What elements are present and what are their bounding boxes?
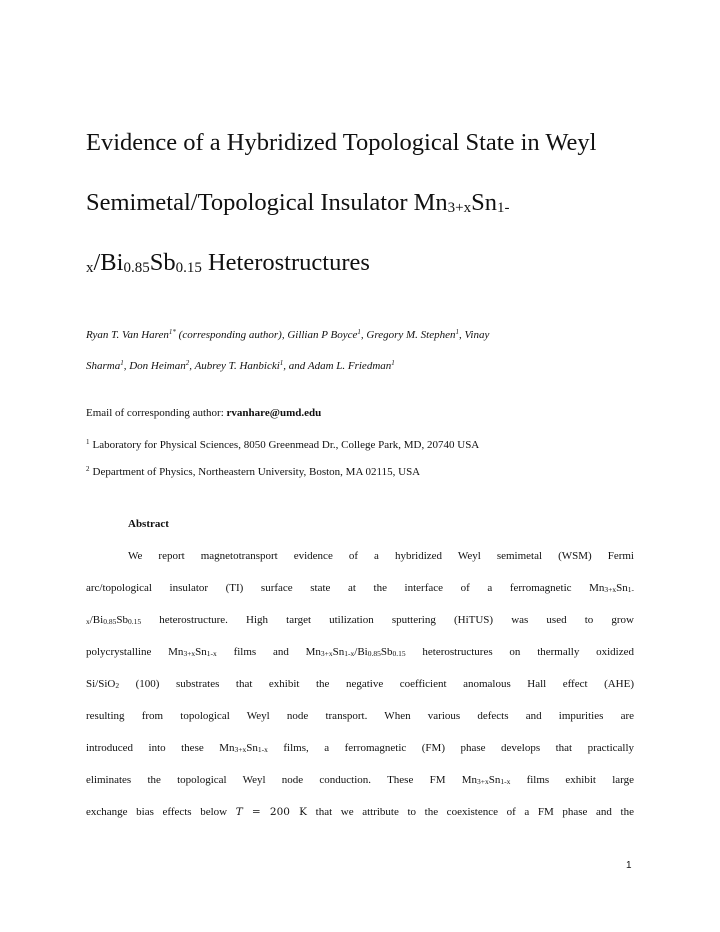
abstract-line: arc/topological insulator (TI) surface state at the interface of a ferromagnetic $Mn_{3+x}Sn_{1-}$ [86, 582, 634, 594]
abstract-heading: Abstract [128, 518, 169, 530]
title-line-3: $_x/Bi_{0.85}Sb_{0.15}$ Heterostructures [86, 249, 370, 276]
title-line-1: Evidence of a Hybridized Topological State in Weyl [86, 129, 597, 156]
affiliation-1: $^1$ Laboratory for Physical Sciences, 8050 Greenmead Dr., College Park, MD, 20740 USA [86, 438, 480, 451]
abstract-line: $_x/Bi_{0.85}Sb_{0.15}$ heterostructure. High target utilization sputtering (HiTUS) was used to grow [86, 614, 634, 626]
author-list-line-2: Sharma$^1$, Don Heiman$^2$, Aubrey T. Hanbicki$^1$, and Adam L. Friedman$^1$ [86, 359, 395, 372]
author-list-line-1: Ryan T. Van Haren$^{1*}$ (corresponding author), Gillian P Boyce$^1$, Gregory M. Stephen$^1$, Vinay [86, 328, 490, 341]
abstract-line: eliminates the topological Weyl node conduction. These FM $Mn_{3+x}Sn_{1-x}$ films exhibit large [86, 774, 634, 786]
abstract-line: introduced into these $Mn_{3+x}Sn_{1-x}$ films, a ferromagnetic (FM) phase develops that practically [86, 742, 634, 754]
abstract-line: exchange bias effects below T = 200 K that we attribute to the coexistence of a FM phase and the [86, 806, 634, 818]
abstract-line: polycrystalline $Mn_{3+x}Sn_{1-x}$ films and $Mn_{3+x}Sn_{1-x}/Bi_{0.85}Sb_{0.15}$ heterostructures on thermally oxidized [86, 646, 635, 658]
corresponding-email: Email of corresponding author: rvanhare@umd.edu [86, 407, 322, 419]
affiliation-2: $^2$ Department of Physics, Northeastern University, Boston, MA 02115, USA [86, 465, 421, 478]
abstract-line: resulting from topological Weyl node transport. When various defects and impurities are [86, 710, 634, 722]
title-line-2: Semimetal/Topological Insulator $Mn_{3+x}Sn_{1-}$ [86, 189, 510, 216]
email-address[interactable]: rvanhare@umd.edu [226, 407, 322, 419]
abstract-line: We report magnetotransport evidence of a hybridized Weyl semimetal (WSM) Fermi [128, 550, 634, 562]
abstract-line: Si/SiO$_2$ (100) substrates that exhibit the negative coefficient anomalous Hall effect (AHE) [86, 678, 634, 690]
page-number: 1 [626, 860, 632, 871]
